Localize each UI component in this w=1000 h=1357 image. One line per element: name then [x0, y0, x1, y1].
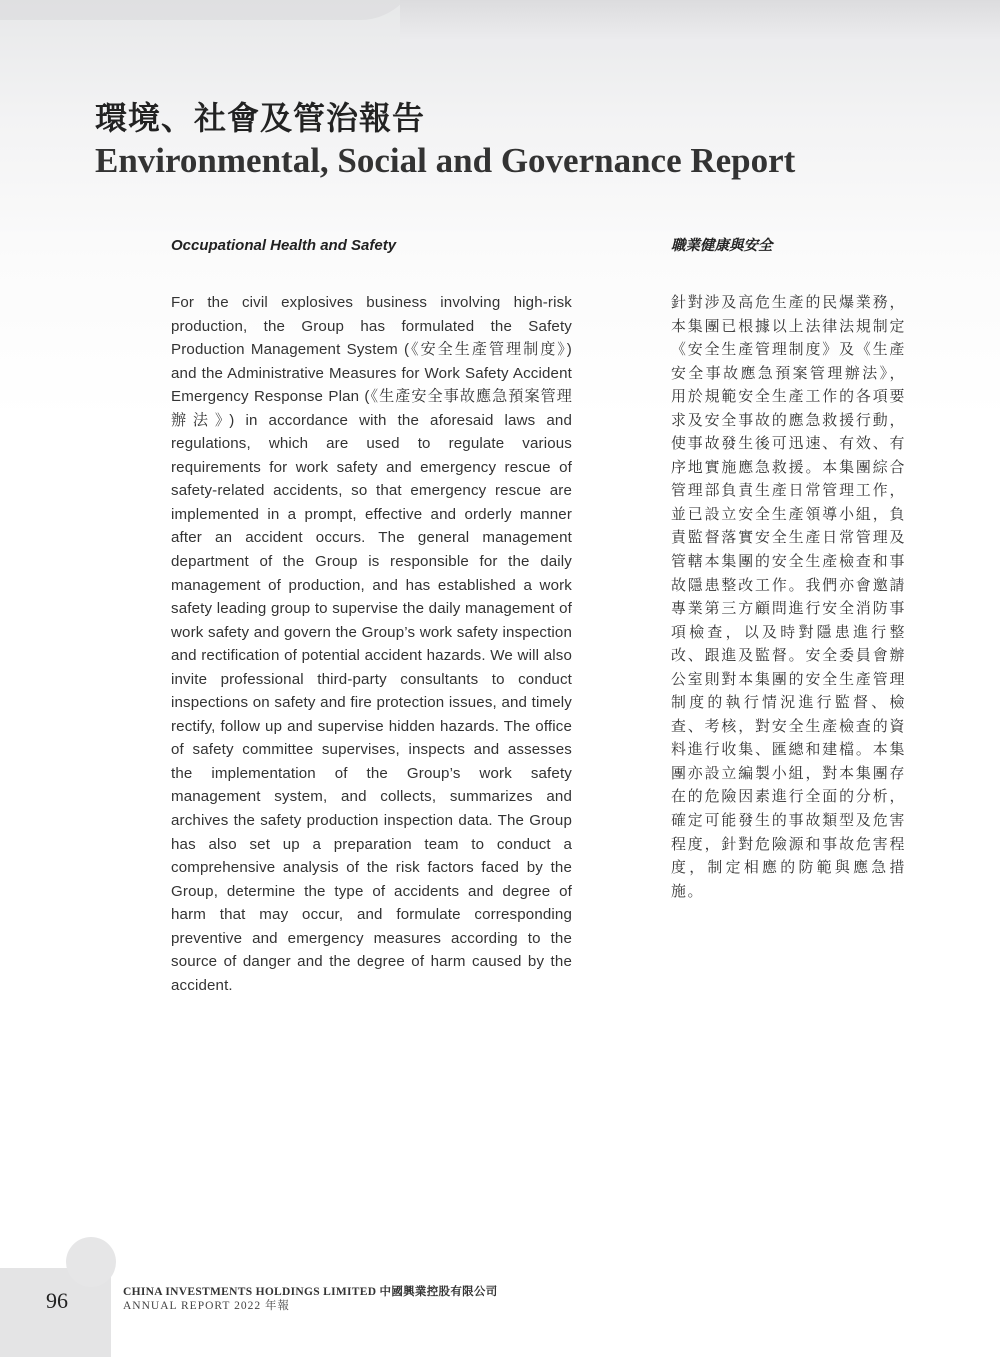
chinese-column [671, 234, 906, 903]
section-heading-zh: 職業健康與安全 [671, 238, 773, 254]
body-paragraph-en: For the civil explosives business involving high-risk production, the Group has formulated the Safety Production Management System (《安全生產管理制度》) and the Administrative Measures for Work Safety Accident Emergency Response Plan (《生產安全事故應急預案管理辦法》) in accordance with the aforesaid laws and regulations, which are used to regulate various requirements for work safety and emergency rescue of safety-related accidents, so that emergency rescue are implemented in a prompt, effective and orderly manner after an accident occurs. The general management department of the Group is responsible for the daily management of production, and has established a work safety leading group to supervise the daily management of work safety and govern the Group’s work safety inspection and rectification of potential accident hazards. We will also invite professional third-party consultants to conduct inspections on safety and fire protection issues, and timely rectify, follow up and supervise hidden hazards. The office of safety committee supervises, inspects and assesses the implementation of the Group’s work safety management system, and collects, summarizes and archives the safety production inspection data. The Group has also set up a preparation team to conduct a comprehensive analysis of the risk factors faced by the Group, determine the type of accidents and degree of harm that may occur, and formulate corresponding preventive and emergency measures according to the source of danger and the degree of harm caused by the accident. [171, 294, 572, 994]
page-header [95, 96, 795, 182]
footer-report-label: ANNUAL REPORT 2022 年報 [123, 1300, 290, 1312]
top-decorative-band [400, 0, 1000, 58]
footer-decorative-circle [66, 1237, 116, 1287]
top-decorative-curve [0, 0, 420, 20]
section-heading-en: Occupational Health and Safety [171, 237, 397, 254]
page-number: 96 [46, 1288, 68, 1313]
report-title-en: Environmental, Social and Governance Report [95, 141, 796, 180]
body-paragraph-zh: 針對涉及高危生產的民爆業務，本集團已根據以上法律法規制定《安全生產管理制度》及《生產安全事故應急預案管理辦法》，用於規範安全生產工作的各項要求及安全事故的應急救援行動，使事故發生後可迅速、有效、有序地實施應急救援。本集團綜合管理部負責生產日常管理工作，並已設立安全生產領導小組，負責監督落實安全生產日常管理及管轄本集團的安全生產檢查和事故隱患整改工作。我們亦會邀請專業第三方顧問進行安全消防事項檢查，以及時對隱患進行整改、跟進及監督。安全委員會辦公室則對本集團的安全生產管理制度的執行情況進行監督、檢查、考核，對安全生產檢查的資料進行收集、匯總和建檔。本集團亦設立編製小組，對本集團存在的危險因素進行全面的分析，確定可能發生的事故類型及危害程度，針對危險源和事故危害程度，制定相應的防範與應急措施。 [671, 293, 906, 900]
english-column [171, 234, 572, 997]
footer-company-name: CHINA INVESTMENTS HOLDINGS LIMITED 中國興業控股有限公司 [123, 1286, 498, 1298]
report-title-zh: 環境、社會及管治報告 [95, 99, 426, 137]
footer-text [123, 1285, 498, 1314]
